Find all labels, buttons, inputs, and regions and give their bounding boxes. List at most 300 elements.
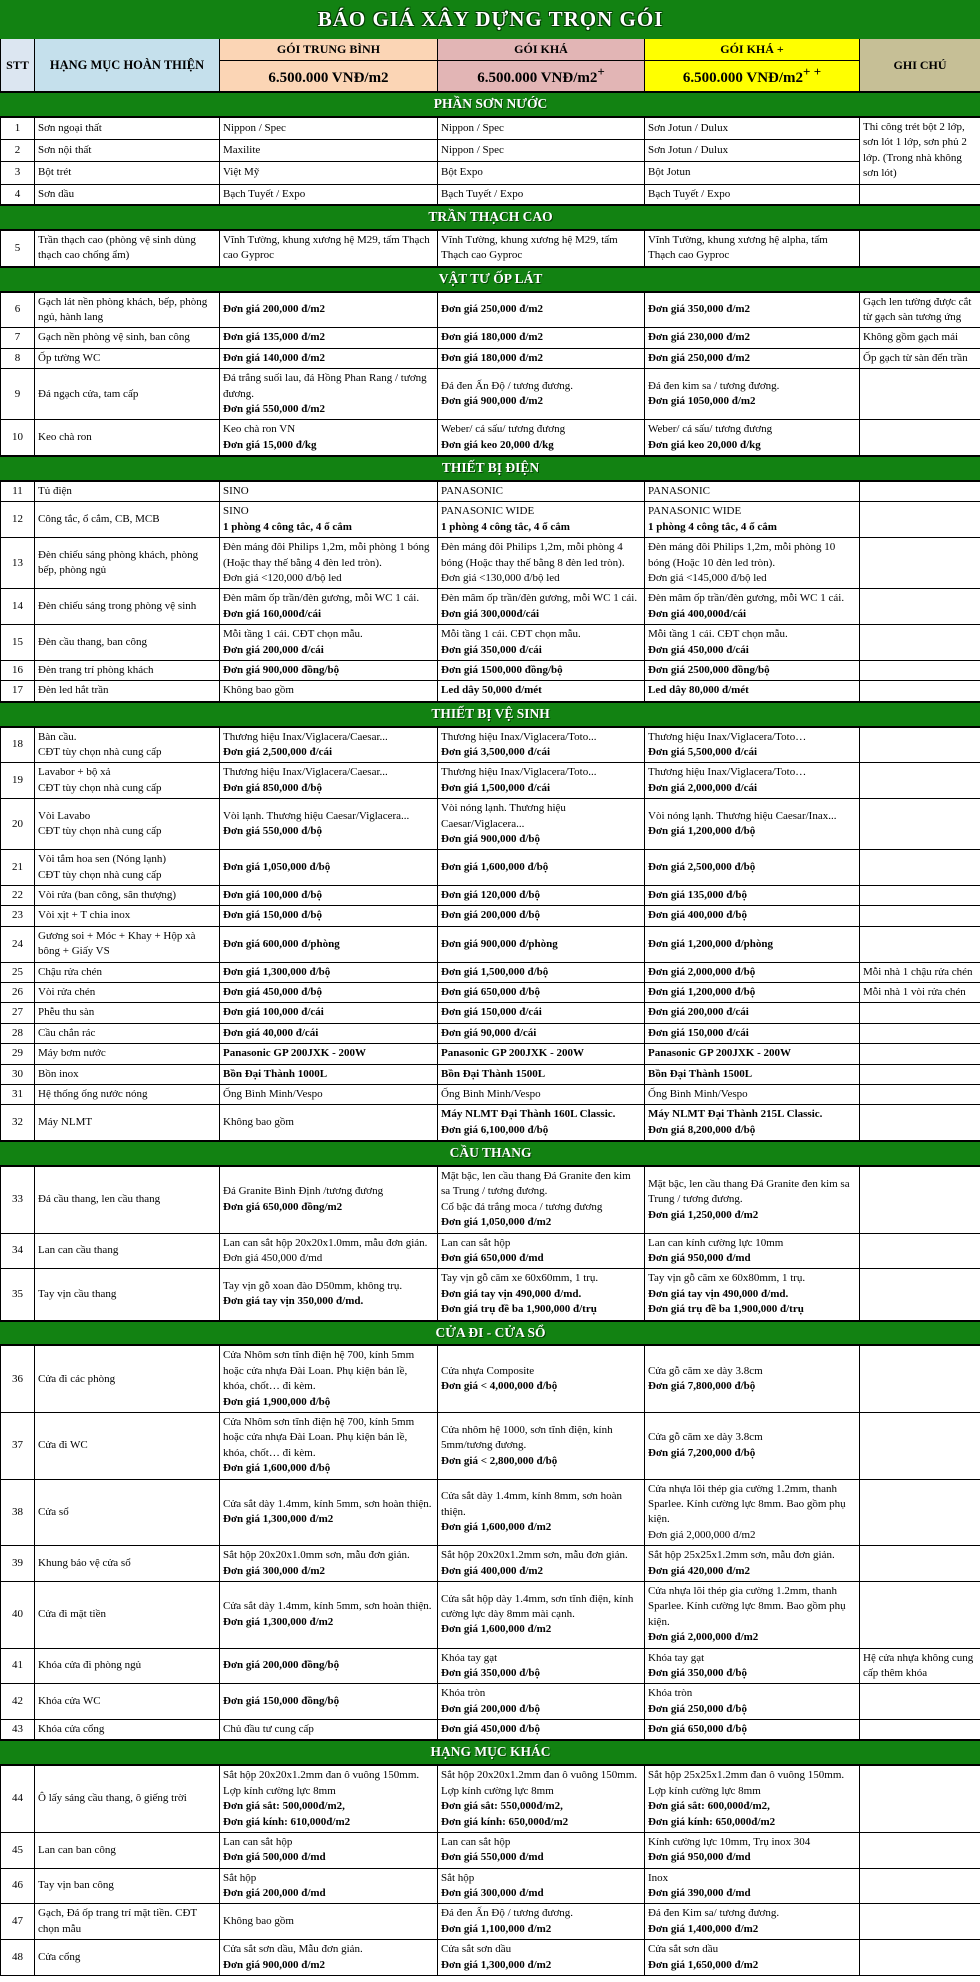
cell-item [35,727,220,763]
cell-note [860,681,980,702]
cell-note [860,850,980,886]
cell-line: Khóa tròn [441,1687,486,1700]
cell-line: Sơn ngoại thất [38,121,102,134]
cell-package-standard [220,538,438,589]
cell-package-good [438,1105,645,1141]
cell-package-standard [220,1044,438,1064]
cell-line: Cửa sắt dày 1.4mm, kính 5mm, sơn hoàn thiện. [223,1600,432,1613]
cell-line: Panasonic GP 200JXK - 200W [223,1047,367,1060]
cell-package-premium [645,926,860,962]
cell-package-standard [220,117,438,140]
cell-package-premium [645,681,860,702]
cell-line: 11 [12,485,23,497]
price-plus-sup: + + [803,64,822,80]
cell-line: Đèn cầu thang, ban công [38,635,148,648]
cell-item [35,481,220,502]
cell-line: 38 [12,1505,23,1518]
cell-line: Lan can sắt hộp [441,1835,511,1848]
cell-item [35,369,220,420]
cell-package-standard [220,906,438,926]
cell-line: Bồn inox [38,1067,79,1080]
cell-line: Vòi rửa chén [38,986,96,999]
cell-package-premium [645,1479,860,1546]
cell-line: Đơn giá 350,000 đ/m2 [648,303,751,316]
cell-line: PANASONIC [441,485,503,497]
cell-stt [1,850,35,886]
cell-line: Chậu rửa chén [38,965,102,978]
cell-note [860,763,980,799]
cell-package-good [438,727,645,763]
cell-line: Đèn trang trí phòng khách [38,663,154,676]
cell-package-good [438,369,645,420]
cell-line: Không gồm gạch mái [863,331,959,344]
cell-line: Đơn giá 250,000 đ/m2 [441,303,544,316]
cell-note [860,1868,980,1904]
cell-line: Bồn Đại Thành 1000L [223,1067,328,1080]
cell-line: Thương hiệu Inax/Viglacera/Toto… [648,730,807,743]
cell-package-standard [220,1479,438,1546]
cell-line: Hệ cửa nhựa không cung cấp thêm khóa [863,1651,974,1679]
cell-package-premium [645,983,860,1003]
cell-line: Lợp kính cường lực 8mm [441,1784,554,1797]
cell-line: Đơn giá < 2,800,000 đ/bộ [441,1454,558,1467]
cell-line: Đơn giá 550,000 đ/md [441,1851,544,1864]
cell-line: Việt Mỹ [223,166,260,179]
cell-package-premium [645,1648,860,1684]
cell-line: Cửa nhựa lõi thép gia cường 1.2mm, thanh Sparlee. Kính cường lực 8mm. Bao gồm phụ kiện. [648,1482,846,1526]
section-header: PHẦN SƠN NƯỚC [1,92,980,117]
cell-note [860,481,980,502]
cell-line: 29 [12,1047,23,1060]
cell-line: Đơn giá 200,000 đ/md [223,1887,326,1900]
cell-line: Thương hiệu Inax/Viglacera/Toto... [441,766,597,779]
cell-note [860,1044,980,1064]
cell-line: Gạch len tường được cắt từ gạch sàn tương ứng [863,295,972,323]
cell-stt [1,1684,35,1720]
cell-item [35,1413,220,1480]
table-row [1,660,980,680]
cell-line: Cửa Nhôm sơn tĩnh điện hệ 700, kính 5mm hoặc cửa nhựa Đài Loan. Phụ kiện bản lề, khóa, chốt… đi kèm. [223,1416,415,1459]
cell-line: Đơn giá 500,000 đ/md [223,1851,326,1864]
cell-note [860,328,980,348]
cell-line: Đơn giá tay vịn 490,000 đ/md. [441,1287,582,1300]
cell-item [35,292,220,328]
package-premium-price: 6.500.000 VNĐ/m2+ + [645,61,860,93]
table-row [1,369,980,420]
cell-package-standard [220,763,438,799]
cell-line: Cổ bậc đá trắng moca / tương đương [441,1200,603,1213]
cell-package-standard [220,681,438,702]
cell-package-premium [645,481,860,502]
cell-line: Đơn giá sắt: 600,000đ/m2, [648,1800,770,1813]
cell-package-good [438,660,645,680]
table-row [1,1105,980,1141]
cell-line: Đơn giá 1,400,000 đ/m2 [648,1922,759,1935]
cell-line: Đơn giá 650,000 đ/bộ [441,986,540,999]
cell-line: Đơn giá 1,600,000 đ/m2 [441,1521,552,1534]
cell-line: Công tắc, ổ cắm, CB, MCB [38,513,160,526]
cell-package-standard [220,926,438,962]
cell-note [860,886,980,906]
cell-line: SINO [223,485,249,497]
cell-line: Đơn giá 300,000đ/cái [441,607,540,620]
cell-stt [1,625,35,661]
cell-line: 21 [12,861,23,873]
cell-line: Thi công trét bột 2 lớp, sơn lót 1 lớp, sơn phủ 2 lớp. (Trong nhà không sơn lót) [863,121,967,180]
cell-item [35,886,220,906]
cell-line: Đơn giá 40,000 đ/cái [223,1026,319,1039]
cell-package-standard [220,292,438,328]
cell-line: Sơn dầu [38,187,75,200]
cell-line: Ống Bình Minh/Vespo [223,1088,323,1100]
cell-line: Đơn giá 900,000 đồng/bộ [223,663,340,676]
section-header-row [1,456,980,481]
cell-package-standard [220,660,438,680]
cell-package-good [438,1085,645,1105]
cell-line: SINO [223,505,249,518]
cell-note [860,1648,980,1684]
cell-line: Cửa nhựa Composite [441,1364,535,1377]
cell-line: 13 [12,556,23,569]
cell-package-premium [645,799,860,850]
cell-line: Đơn giá sắt: 550,000đ/m2, [441,1800,563,1813]
cell-line: 24 [12,937,23,950]
section-header: CỬA ĐI - CỬA SỔ [1,1321,980,1346]
cell-package-standard [220,369,438,420]
cell-item [35,1023,220,1043]
cell-note [860,660,980,680]
cell-note [860,1269,980,1321]
cell-stt [1,1064,35,1084]
table-row [1,1832,980,1868]
cell-line: Đơn giá 900,000 đ/m2 [223,1958,326,1971]
cell-line: Gạch, Đá ốp trang trí mặt tiền. CĐT chọn mẫu [38,1907,197,1935]
cell-package-premium [645,850,860,886]
cell-line: Đơn giá 150,000 đồng/bộ [223,1694,340,1707]
cell-package-premium [645,1868,860,1904]
cell-stt [1,1233,35,1269]
cell-line: Đơn giá tay vịn 490,000 đ/md. [648,1287,789,1300]
cell-line: 7 [14,331,21,344]
cell-line: Đá trắng suối lau, đá Hồng Phan Rang / tương đương. [223,372,427,400]
cell-line: 12 [12,513,23,526]
cell-line: Bạch Tuyết / Expo [441,187,524,200]
cell-package-standard [220,1581,438,1648]
cell-line: Đá cầu thang, len cầu thang [38,1193,161,1206]
table-row [1,348,980,368]
cell-package-standard [220,1413,438,1480]
cell-line: Đơn giá 6,100,000 đ/bộ [441,1123,549,1136]
cell-package-premium [645,1105,860,1141]
cell-package-premium [645,625,860,661]
table-row [1,1546,980,1582]
cell-package-good [438,1023,645,1043]
cell-package-premium [645,1546,860,1582]
cell-line: Sắt hộp 20x20x1.2mm đan ô vuông 150mm. [223,1769,420,1782]
cell-line: Đơn giá 200,000 đồng/bộ [223,1659,340,1672]
cell-line: Sắt hộp 20x20x1.2mm đan ô vuông 150mm. [441,1769,638,1782]
cell-line: Vòi Lavabo [38,809,91,822]
cell-stt [1,1479,35,1546]
cell-item [35,1479,220,1546]
cell-package-standard [220,1166,438,1233]
cell-package-standard [220,1345,438,1412]
cell-line: Đèn máng đôi Philips 1,2m, mỗi phòng 4 bóng (Hoặc thay thế bằng 8 đèn led tròn). [441,541,625,569]
cell-line: Khung bảo vệ cửa sổ [38,1556,131,1569]
cell-note [860,799,980,850]
table-row [1,1648,980,1684]
cell-line: 1 phòng 4 công tắc, 4 ổ cắm [223,520,352,533]
cell-item [35,1166,220,1233]
package-good-price: 6.500.000 VNĐ/m2+ [438,61,645,93]
table-row [1,328,980,348]
cell-line: Đơn giá 1,300,000 đ/m2 [223,1513,334,1526]
cell-line: Hệ thống ống nước nóng [38,1088,148,1100]
cell-line: Khóa cửa đi phòng ngủ [38,1659,142,1672]
cell-package-premium [645,886,860,906]
cell-line: Cửa Nhôm sơn tĩnh điện hệ 700, kính 5mm hoặc cửa nhựa Đài Loan. Phụ kiện bản lề, khóa, chốt… đi kèm. [223,1349,415,1393]
table-row [1,1023,980,1043]
cell-stt [1,1166,35,1233]
cell-package-standard [220,1085,438,1105]
cell-item [35,162,220,184]
cell-line: Đơn giá 350,000 đ/cái [441,643,542,656]
cell-line: Đơn giá 420,000 đ/m2 [648,1564,751,1577]
cell-line: Đơn giá 450,000 đ/cái [648,643,749,656]
cell-item [35,1233,220,1269]
column-header-stt: STT [1,39,35,92]
cell-line: Đơn giá 1,650,000 đ/m2 [648,1958,759,1971]
cell-package-good [438,589,645,625]
cell-line: Cửa đi các phòng [38,1372,116,1385]
cell-package-standard [220,1765,438,1832]
cell-line: 35 [12,1287,23,1300]
cell-line: Thương hiệu Inax/Viglacera/Caesar... [223,766,388,779]
cell-item [35,1269,220,1321]
cell-package-premium [645,538,860,589]
cell-line: Lan can ban công [38,1843,116,1856]
cell-line: Sắt hộp 20x20x1.0mm sơn, mẫu đơn giản. [223,1549,410,1562]
title-row [1,1,980,39]
table-row [1,1269,980,1321]
cell-line: 20 [12,817,23,830]
cell-package-standard [220,1023,438,1043]
cell-line: Tay vịn gỗ căm xe 60x80mm, 1 trụ. [648,1272,806,1285]
cell-package-premium [645,1003,860,1023]
cell-package-good [438,348,645,368]
cell-line: Đá đen kim sa / tương đương. [648,379,780,392]
cell-package-standard [220,1105,438,1141]
cell-line: 33 [12,1193,23,1206]
cell-note [860,369,980,420]
cell-line: 2 [14,144,21,157]
table-row [1,162,980,184]
table-row [1,140,980,162]
cell-line: Vòi lạnh. Thương hiệu Caesar/Viglacera... [223,809,410,822]
cell-note [860,1940,980,1976]
cell-line: Đơn giá 1,300,000 đ/bộ [223,965,331,978]
cell-line: Led dây 80,000 đ/mét [648,684,749,697]
cell-note [860,625,980,661]
cell-line: Sắt hộp 20x20x1.2mm sơn, mẫu đơn giản. [441,1549,628,1562]
cell-line: Tủ điện [38,485,72,497]
section-header-row [1,1141,980,1166]
cell-line: Đơn giá 120,000 đ/bộ [441,889,540,902]
cell-package-standard [220,1233,438,1269]
cell-line: Đơn giá 1,500,000 đ/cái [441,781,551,794]
cell-stt [1,1765,35,1832]
cell-line: 16 [12,663,23,676]
cell-line: Đơn giá 2,000,000 đ/m2 [648,1631,759,1644]
cell-package-good [438,983,645,1003]
cell-package-premium [645,184,860,205]
section-header: HẠNG MỤC KHÁC [1,1740,980,1765]
table-row [1,481,980,502]
cell-line: Đơn giá 1,200,000 đ/bộ [648,986,756,999]
cell-line: 19 [12,774,23,787]
cell-line: Nippon / Spec [441,144,504,157]
cell-line: Đơn giá 400,000 đ/bộ [648,909,747,922]
cell-line: Vĩnh Tường, khung xương hệ M29, tấm Thạch cao Gyproc [441,233,618,262]
cell-package-premium [645,369,860,420]
cell-line: Đơn giá 1,300,000 đ/m2 [223,1615,334,1628]
cell-line: Khóa cửa WC [38,1694,101,1707]
cell-package-premium [645,589,860,625]
cell-line: Đơn giá 1050,000 đ/m2 [648,395,756,408]
cell-line: 3 [14,166,21,179]
column-header-package-premium: GÓI KHÁ + [645,39,860,61]
cell-line: Lợp kính cường lực 8mm [223,1784,336,1797]
cell-line: Đơn giá 90,000 đ/cái [441,1026,537,1039]
cell-item [35,1684,220,1720]
cell-line: Inox [648,1871,669,1884]
table-row [1,1233,980,1269]
cell-line: Máy NLMT Đại Thành 215L Classic. [648,1108,823,1121]
cell-item [35,1648,220,1684]
cell-stt [1,1269,35,1321]
cell-line: Thương hiệu Inax/Viglacera/Toto… [648,766,807,779]
table-row [1,1479,980,1546]
cell-item [35,420,220,456]
cell-line: Đơn giá 350,000 đ/bộ [648,1666,747,1679]
cell-package-premium [645,117,860,140]
cell-line: Mỗi nhà 1 chậu rửa chén [863,965,973,978]
cell-stt [1,962,35,982]
price-plus-sup: + [597,64,605,80]
cell-line: Đơn giá 900,000 đ/m2 [441,395,544,408]
cell-package-standard [220,481,438,502]
cell-stt [1,140,35,162]
cell-stt [1,538,35,589]
cell-line: 34 [12,1244,23,1257]
cell-line: Nippon / Spec [223,121,286,134]
cell-stt [1,420,35,456]
cell-line: Đơn giá 1500,000 đồng/bộ [441,663,563,676]
cell-line: Đơn giá 135,000 đ/m2 [223,331,326,344]
cell-package-premium [645,962,860,982]
cell-package-standard [220,799,438,850]
cell-package-good [438,1765,645,1832]
cell-note [860,1085,980,1105]
cell-package-premium [645,1765,860,1832]
cell-line: Ống Bình Minh/Vespo [648,1088,748,1100]
cell-stt [1,1581,35,1648]
cell-line: Tay vịn ban công [38,1879,114,1892]
cell-package-good [438,1904,645,1940]
cell-package-premium [645,763,860,799]
cell-line: Đèn mâm ốp trần/đèn gương, mỗi WC 1 cái. [648,592,845,605]
cell-line: Đơn giá 400,000đ/cái [648,607,747,620]
cell-line: Đơn giá 140,000 đ/m2 [223,351,326,364]
cell-note [860,1720,980,1741]
cell-line: Đơn giá 250,000 đ/m2 [648,351,751,364]
cell-package-standard [220,1546,438,1582]
cell-stt [1,117,35,140]
cell-line: Đơn giá 950,000 đ/md [648,1851,751,1864]
cell-line: Không bao gồm [223,1915,294,1928]
cell-line: Cửa gỗ căm xe dày 3.8cm [648,1431,763,1444]
cell-package-premium [645,1832,860,1868]
cell-stt [1,348,35,368]
cell-line: Cửa sổ [38,1505,69,1518]
cell-line: Keo chà ron VN [223,423,296,436]
cell-line: Đơn giá 200,000 đ/cái [648,1006,749,1019]
cell-stt [1,886,35,906]
cell-package-good [438,140,645,162]
cell-stt [1,502,35,538]
cell-package-good [438,799,645,850]
cell-line: Phễu thu sàn [38,1006,95,1019]
table-row [1,1413,980,1480]
cell-note [860,292,980,328]
cell-line: Đơn giá 160,000đ/cái [223,607,322,620]
cell-stt [1,328,35,348]
cell-note [860,230,980,267]
cell-line: 26 [12,986,23,999]
cell-line: Led dây 50,000 đ/mét [441,684,542,697]
cell-package-premium [645,328,860,348]
table-row [1,420,980,456]
cell-package-premium [645,1940,860,1976]
section-header-row [1,92,980,117]
cell-line: Khóa tròn [648,1687,693,1700]
cell-line: Cửa sắt hộp dày 1.4mm, sơn tĩnh điện, kính cường lực dày 8mm mài cạnh. [441,1592,634,1621]
cell-line: Lan can cầu thang [38,1244,119,1257]
cell-note [860,1345,980,1412]
cell-package-premium [645,1904,860,1940]
cell-package-standard [220,1684,438,1720]
cell-stt [1,926,35,962]
cell-line: Đơn giá 135,000 đ/bộ [648,889,747,902]
cell-line: Đơn giá 2500,000 đồng/bộ [648,663,770,676]
cell-note [860,117,980,184]
table-row [1,117,980,140]
cell-item [35,1064,220,1084]
cell-line: Khóa cửa cổng [38,1723,105,1736]
cell-line: Đơn giá 2,000,000 đ/cái [648,781,758,794]
cell-line: Đơn giá 100,000 đ/bộ [223,889,322,902]
cell-line: 15 [12,635,23,648]
cell-package-good [438,1166,645,1233]
cell-package-good [438,850,645,886]
cell-line: Máy bơm nước [38,1047,106,1060]
cell-line: Panasonic GP 200JXK - 200W [441,1047,585,1060]
cell-line: Đá Granite Bình Định /tương đương [223,1185,384,1198]
cell-note [860,184,980,205]
cell-package-good [438,763,645,799]
cell-item [35,763,220,799]
table-row [1,850,980,886]
